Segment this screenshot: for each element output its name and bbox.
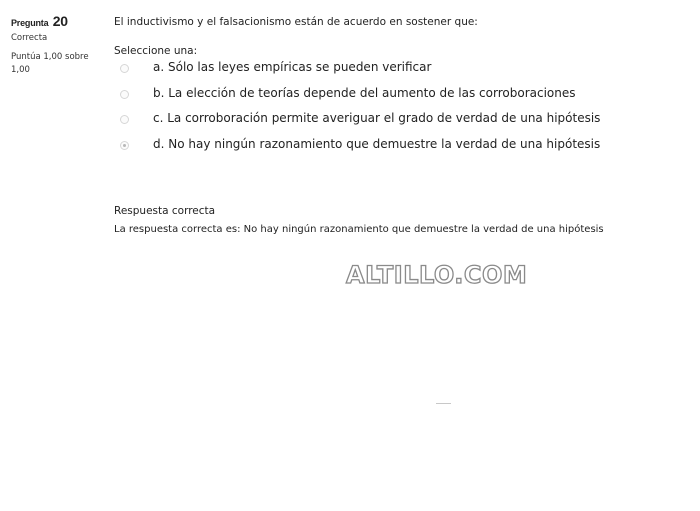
answer-label-d[interactable]: d. No hay ningún razonamiento que demuestre la verdad de una hipótesis — [153, 136, 601, 151]
radio-button-c[interactable] — [120, 115, 129, 124]
answer-option-b[interactable] — [114, 86, 684, 112]
decorative-line — [436, 403, 451, 404]
question-text: El inductivismo y el falsacionismo están de acuerdo en sostener que: — [114, 16, 478, 28]
answer-list — [114, 60, 684, 162]
radio-button-d[interactable] — [120, 141, 129, 150]
answer-option-a[interactable] — [114, 60, 684, 86]
correct-answer-text: La respuesta correcta es: No hay ningún razonamiento que demuestre la verdad de una hipótesis — [114, 224, 604, 235]
feedback-section — [114, 205, 684, 235]
answer-label-a[interactable]: a. Sólo las leyes empíricas se pueden verificar — [153, 60, 432, 74]
question-number — [11, 13, 97, 29]
question-state: Correcta — [11, 33, 48, 43]
answer-label-c[interactable]: c. La corroboración permite averiguar el grado de verdad de una hipótesis — [153, 111, 601, 125]
answer-label-b[interactable]: b. La elección de teorías depende del aumento de las corroboraciones — [153, 85, 576, 100]
answer-prompt: Seleccione una: — [114, 45, 198, 57]
answer-option-d[interactable] — [114, 137, 684, 163]
radio-button-a[interactable] — [120, 64, 129, 73]
radio-button-b[interactable] — [120, 90, 129, 99]
question-grade: Puntúa 1,00 sobre 1,00 — [11, 52, 89, 75]
question-info — [11, 13, 97, 77]
feedback-title: Respuesta correcta — [114, 205, 216, 217]
question-label: Pregunta — [11, 18, 49, 28]
question-content — [114, 16, 684, 162]
watermark-logo: ALTILLO.COM — [346, 261, 528, 289]
question-number-value: 20 — [52, 13, 68, 29]
answer-option-c[interactable] — [114, 111, 684, 137]
